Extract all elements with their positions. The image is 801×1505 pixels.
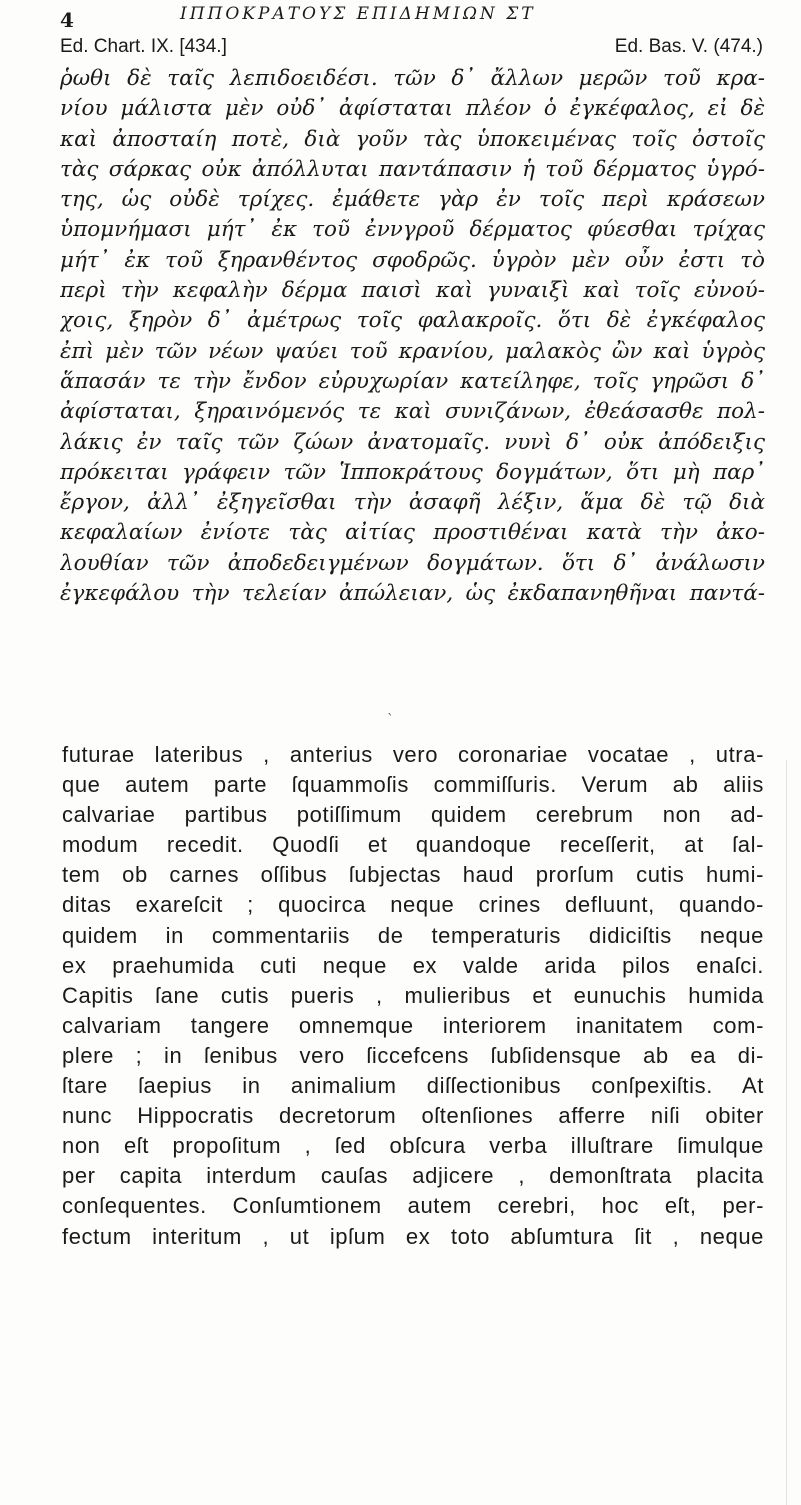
latin-line: que autem parte ſquammoſis commiſſuris. Verum ab aliis [62, 772, 764, 798]
latin-line: per capita interdum cauſas adjicere , demonſtrata placita [62, 1163, 764, 1189]
greek-line: καὶ ἀποσταίη ποτὲ, διὰ γοῦν τὰς ὑποκειμένας τοῖς ὀστοῖς [60, 126, 765, 152]
greek-line: ἔργον, ἀλλ᾽ ἐξηγεῖσθαι τὴν ἀσαφῆ λέξιν, ἅμα δὲ τῷ διὰ [60, 490, 765, 516]
latin-line: futurae lateribus , anterius vero coronariae vocatae , utra- [62, 742, 764, 767]
basel-reference: Ed. Bas. V. (474.) [614, 36, 763, 57]
greek-line: ἐπὶ μὲν τῶν νέων ψαύει τοῦ κρανίου, μαλακὸς ὢν καὶ ὑγρὸς [60, 338, 765, 364]
latin-line: conſequentes. Conſumtionem autem cerebri, hoc eſt, per- [62, 1193, 764, 1219]
latin-line: modum recedit. Quodſi et quandoque receſſerit, at ſal- [62, 832, 764, 858]
greek-line: κεφαλαίων ἐνίοτε τὰς αἰτίας προστιθέναι κατὰ τὴν ἀκο- [60, 520, 765, 546]
running-head [60, 0, 760, 32]
latin-line: quidem in commentariis de temperaturis didiciſtis neque [62, 922, 764, 948]
latin-line: plere ; in ſenibus vero ſiccefcens ſubſidensque ab ea di- [62, 1042, 764, 1068]
greek-line: χοις, ξηρὸν δ᾽ ἀμέτρως τοῖς φαλακροῖς. ὅτι δὲ ἐγκέφαλος [60, 308, 765, 334]
header-title: ΙΠΠΟΚΡΑΤΟΥΣ ΕΠΙΔΗΜΙΩΝ ΣΤ [180, 4, 536, 24]
greek-line: λάκις ἐν ταῖς τῶν ζώων ἀνατομαῖς. νυνὶ δ᾽ οὐκ ἀπόδειξις [60, 429, 765, 455]
latin-line: ex praehumida cuti neque ex valde arida pilos enaſci. [62, 952, 764, 978]
greek-line: ῥωθι δὲ ταῖς λεπιδοειδέσι. τῶν δ᾽ ἄλλων μερῶν τοῦ κρα- [60, 66, 765, 91]
latin-line: calvariam tangere omnemque interiorem inanitatem com- [62, 1012, 764, 1038]
greek-line: νίου μάλιστα μὲν οὐδ᾽ ἀφίσταται πλέον ὁ ἐγκέφαλος, εἰ δὲ [60, 96, 765, 122]
latin-text-block [62, 740, 764, 1252]
latin-line: non eſt propoſitum , ſed obſcura verba illuſtrare ſimulque [62, 1133, 764, 1159]
edition-references [60, 36, 775, 66]
greek-line: ἐγκεφάλου τὴν τελείαν ἀπώλειαν, ὡς ἐκδαπανηθῆναι παντά- [60, 581, 765, 607]
greek-line: ἅπασάν τε τὴν ἔνδον εὐρυχωρίαν κατείληφε, τοῖς γηρῶσι δ᾽ [60, 368, 765, 394]
greek-line: τὰς σάρκας οὐκ ἀπόλλυται παντάπασιν ἡ τοῦ δέρματος ὑγρό- [60, 156, 765, 182]
page-number: 4 [60, 8, 74, 32]
latin-line: fectum interitum , ut ipſum ex toto abſumtura ſit , neque [62, 1223, 764, 1249]
latin-line: ſtare ſaepius in animalium diſſectionibus conſpexiſtis. At [62, 1073, 764, 1099]
greek-line: ἀφίσταται, ξηραινόμενός τε καὶ συνιζάνων, ἐθεάσασθε πολ- [60, 399, 765, 425]
latin-line: nunc Hippocratis decretorum oſtenſiones afferre niſi obiter [62, 1103, 764, 1129]
greek-text-block [60, 64, 765, 609]
greek-line: ὑπομνήμασι μήτ᾽ ἐκ τοῦ ἐννγροῦ δέρματος φύεσθαι τρίχας [60, 217, 765, 243]
page-edge [786, 760, 801, 1505]
greek-line: περὶ τὴν κεφαλὴν δέρμα παισὶ καὶ γυναιξὶ καὶ τοῖς εὐνού- [60, 278, 765, 304]
latin-line: Capitis ſane cutis pueris , mulieribus et eunuchis humida [62, 982, 764, 1008]
latin-line: calvariae partibus potiſſimum quidem cerebrum non ad- [62, 802, 764, 828]
separator-mark: ˋ [387, 712, 394, 728]
chartier-reference: Ed. Chart. IX. [434.] [60, 36, 227, 57]
greek-line: της, ὡς οὐδὲ τρίχες. ἐμάθετε γὰρ ἐν τοῖς περὶ κράσεων [60, 187, 765, 213]
greek-line: μήτ᾽ ἐκ τοῦ ξηρανθέντος σφοδρῶς. ὑγρὸν μὲν οὖν ἐστι τὸ [60, 247, 765, 273]
latin-line: ditas exareſcit ; quocirca neque crines defluunt, quando- [62, 892, 764, 918]
greek-line: πρόκειται γράφειν τῶν Ἱπποκράτους δογμάτων, ὅτι μὴ παρ᾽ [60, 459, 765, 485]
greek-line: λουθίαν τῶν ἀποδεδειγμένων δογμάτων. ὅτι δ᾽ ἀνάλωσιν [60, 550, 765, 576]
latin-line: tem ob carnes oſſibus ſubjectas haud prorſum cutis humi- [62, 862, 764, 888]
